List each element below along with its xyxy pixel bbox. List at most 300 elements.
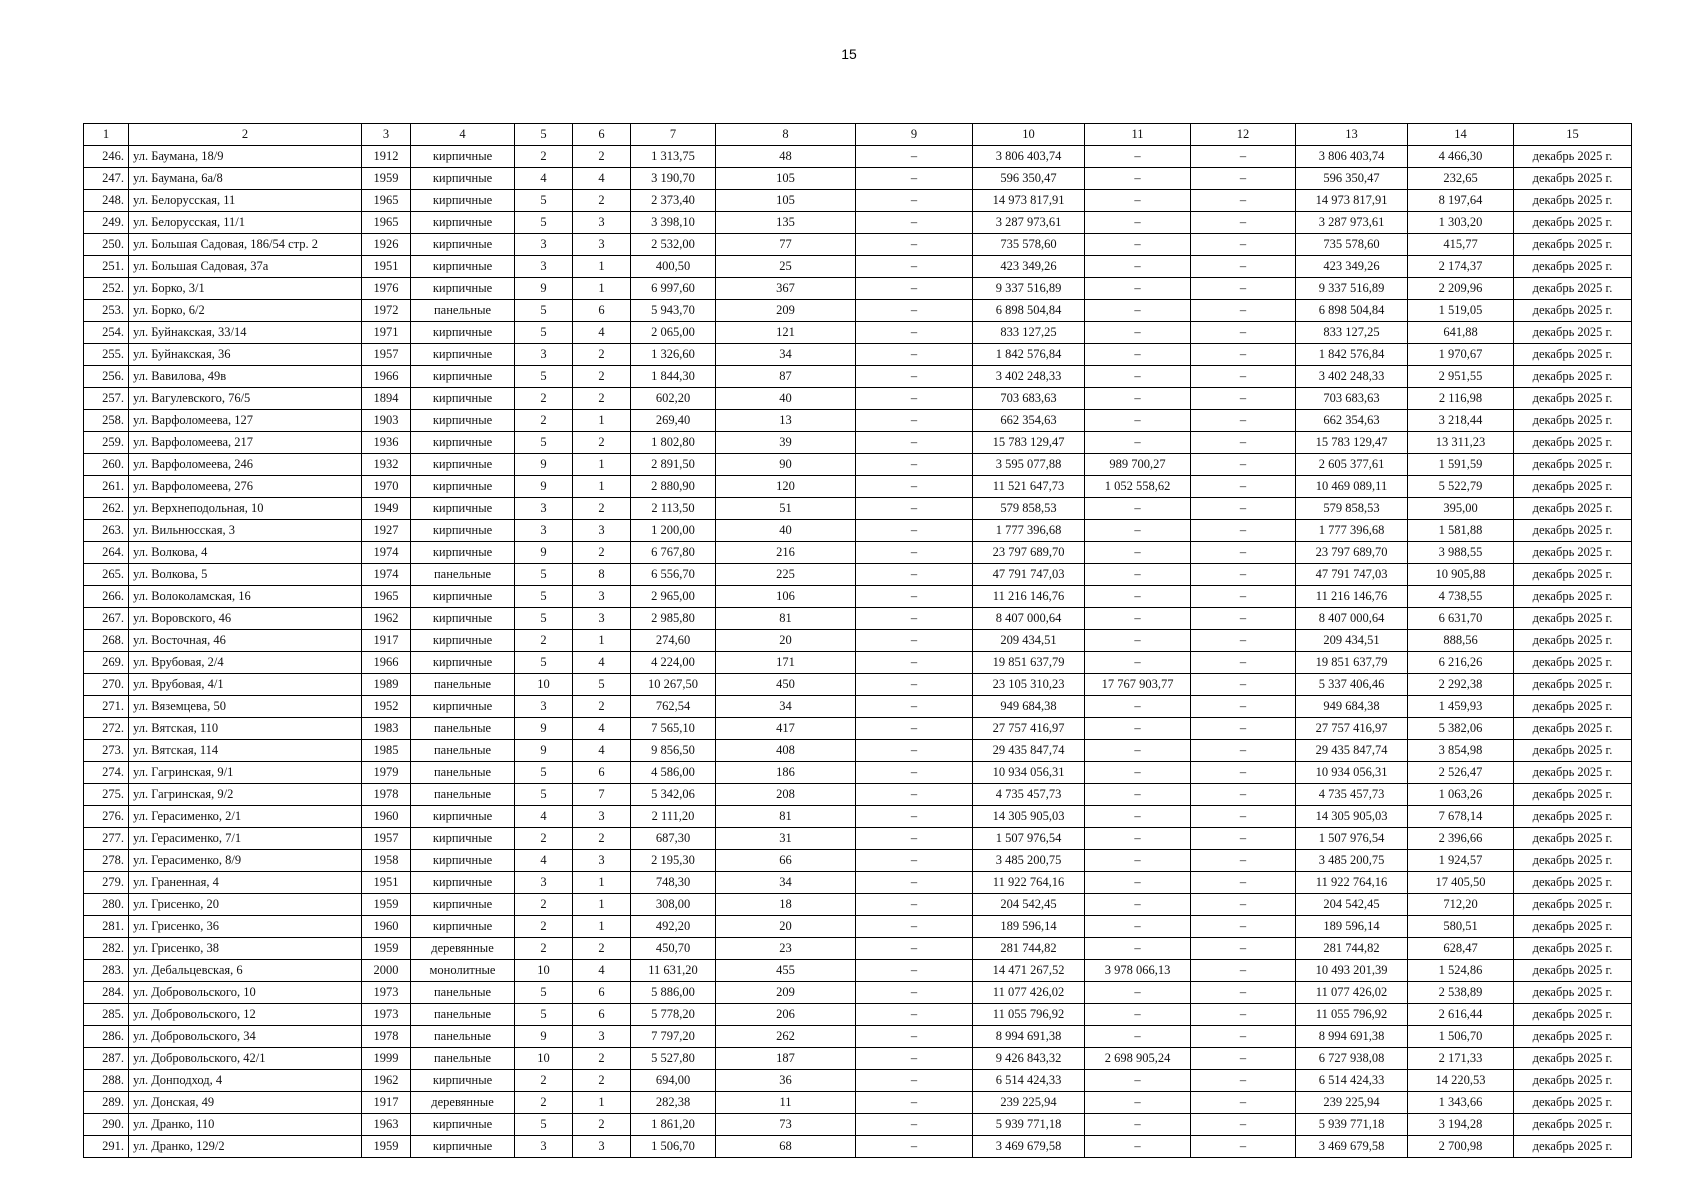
- cell-year-built: 1927: [362, 520, 411, 542]
- cell-address: ул. Гагринская, 9/2: [129, 784, 362, 806]
- cell-cost-13: 662 354,63: [1296, 410, 1408, 432]
- cell-cost-13: 3 485 200,75: [1296, 850, 1408, 872]
- cell-deadline: декабрь 2025 г.: [1514, 718, 1632, 740]
- cell-col11: –: [1085, 630, 1191, 652]
- cell-col9: –: [856, 256, 973, 278]
- cell-year-built: 1958: [362, 850, 411, 872]
- table-row: [84, 234, 1632, 256]
- cell-row-number: 258.: [84, 410, 129, 432]
- cell-residents: 23: [716, 938, 856, 960]
- cell-address: ул. Врубовая, 2/4: [129, 652, 362, 674]
- cell-address: ул. Вятская, 110: [129, 718, 362, 740]
- cell-col12: –: [1191, 806, 1296, 828]
- cell-year-built: 1974: [362, 542, 411, 564]
- cell-total-cost: 11 077 426,02: [973, 982, 1085, 1004]
- cell-total-cost: 15 783 129,47: [973, 432, 1085, 454]
- cell-total-area: 274,60: [631, 630, 716, 652]
- cell-col11: 17 767 903,77: [1085, 674, 1191, 696]
- cell-deadline: декабрь 2025 г.: [1514, 1048, 1632, 1070]
- cell-address: ул. Вяземцева, 50: [129, 696, 362, 718]
- table-row: [84, 872, 1632, 894]
- cell-total-cost: 833 127,25: [973, 322, 1085, 344]
- page-number: 15: [841, 46, 857, 62]
- cell-floors: 3: [515, 498, 573, 520]
- cell-row-number: 262.: [84, 498, 129, 520]
- cell-deadline: декабрь 2025 г.: [1514, 1026, 1632, 1048]
- cell-year-built: 1952: [362, 696, 411, 718]
- cell-col9: –: [856, 608, 973, 630]
- cell-wall-material: монолитные: [411, 960, 515, 982]
- cell-row-number: 246.: [84, 146, 129, 168]
- cell-cost-per-sqm: 1 063,26: [1408, 784, 1514, 806]
- cell-cost-13: 209 434,51: [1296, 630, 1408, 652]
- cell-total-cost: 703 683,63: [973, 388, 1085, 410]
- cell-deadline: декабрь 2025 г.: [1514, 872, 1632, 894]
- cell-cost-per-sqm: 641,88: [1408, 322, 1514, 344]
- table-row: [84, 1136, 1632, 1158]
- cell-cost-per-sqm: 3 194,28: [1408, 1114, 1514, 1136]
- cell-residents: 77: [716, 234, 856, 256]
- cell-col12: –: [1191, 784, 1296, 806]
- cell-col12: –: [1191, 740, 1296, 762]
- cell-cost-per-sqm: 2 526,47: [1408, 762, 1514, 784]
- cell-address: ул. Буйнакская, 36: [129, 344, 362, 366]
- cell-address: ул. Воровского, 46: [129, 608, 362, 630]
- cell-year-built: 1959: [362, 168, 411, 190]
- cell-wall-material: кирпичные: [411, 212, 515, 234]
- cell-cost-13: 6 898 504,84: [1296, 300, 1408, 322]
- cell-col11: –: [1085, 652, 1191, 674]
- cell-year-built: 1917: [362, 630, 411, 652]
- cell-year-built: 1960: [362, 806, 411, 828]
- cell-entrances: 3: [573, 234, 631, 256]
- cell-deadline: декабрь 2025 г.: [1514, 1004, 1632, 1026]
- cell-col9: –: [856, 476, 973, 498]
- cell-total-cost: 9 337 516,89: [973, 278, 1085, 300]
- cell-row-number: 265.: [84, 564, 129, 586]
- cell-entrances: 2: [573, 388, 631, 410]
- cell-cost-13: 703 683,63: [1296, 388, 1408, 410]
- cell-entrances: 4: [573, 168, 631, 190]
- cell-wall-material: кирпичные: [411, 410, 515, 432]
- cell-cost-per-sqm: 5 382,06: [1408, 718, 1514, 740]
- cell-col11: –: [1085, 608, 1191, 630]
- cell-cost-13: 23 797 689,70: [1296, 542, 1408, 564]
- cell-floors: 5: [515, 652, 573, 674]
- cell-floors: 2: [515, 146, 573, 168]
- cell-total-area: 400,50: [631, 256, 716, 278]
- cell-address: ул. Грисенко, 20: [129, 894, 362, 916]
- table-row: [84, 454, 1632, 476]
- cell-deadline: декабрь 2025 г.: [1514, 476, 1632, 498]
- cell-deadline: декабрь 2025 г.: [1514, 740, 1632, 762]
- cell-row-number: 272.: [84, 718, 129, 740]
- cell-residents: 39: [716, 432, 856, 454]
- cell-col11: –: [1085, 784, 1191, 806]
- cell-address: ул. Варфоломеева, 246: [129, 454, 362, 476]
- cell-deadline: декабрь 2025 г.: [1514, 432, 1632, 454]
- cell-row-number: 288.: [84, 1070, 129, 1092]
- cell-row-number: 278.: [84, 850, 129, 872]
- cell-col12: –: [1191, 828, 1296, 850]
- cell-year-built: 1965: [362, 190, 411, 212]
- cell-address: ул. Большая Садовая, 37а: [129, 256, 362, 278]
- cell-cost-per-sqm: 580,51: [1408, 916, 1514, 938]
- cell-entrances: 5: [573, 674, 631, 696]
- cell-address: ул. Буйнакская, 33/14: [129, 322, 362, 344]
- cell-cost-per-sqm: 628,47: [1408, 938, 1514, 960]
- cell-year-built: 1989: [362, 674, 411, 696]
- cell-residents: 225: [716, 564, 856, 586]
- cell-total-cost: 27 757 416,97: [973, 718, 1085, 740]
- cell-col11: –: [1085, 762, 1191, 784]
- cell-year-built: 2000: [362, 960, 411, 982]
- cell-address: ул. Верхнеподольная, 10: [129, 498, 362, 520]
- cell-floors: 9: [515, 542, 573, 564]
- cell-col9: –: [856, 366, 973, 388]
- cell-deadline: декабрь 2025 г.: [1514, 256, 1632, 278]
- cell-cost-13: 11 055 796,92: [1296, 1004, 1408, 1026]
- cell-year-built: 1976: [362, 278, 411, 300]
- cell-floors: 3: [515, 1136, 573, 1158]
- cell-address: ул. Донская, 49: [129, 1092, 362, 1114]
- cell-total-area: 4 586,00: [631, 762, 716, 784]
- cell-entrances: 2: [573, 1114, 631, 1136]
- column-header-8: 8: [716, 124, 856, 146]
- cell-floors: 10: [515, 1048, 573, 1070]
- cell-address: ул. Белорусская, 11/1: [129, 212, 362, 234]
- cell-total-area: 269,40: [631, 410, 716, 432]
- cell-total-area: 1 802,80: [631, 432, 716, 454]
- cell-wall-material: панельные: [411, 564, 515, 586]
- cell-col12: –: [1191, 1004, 1296, 1026]
- cell-floors: 2: [515, 388, 573, 410]
- cell-col11: –: [1085, 542, 1191, 564]
- cell-entrances: 3: [573, 1026, 631, 1048]
- cell-total-area: 748,30: [631, 872, 716, 894]
- table-row: [84, 784, 1632, 806]
- cell-cost-13: 2 605 377,61: [1296, 454, 1408, 476]
- cell-wall-material: кирпичные: [411, 322, 515, 344]
- cell-cost-per-sqm: 1 459,93: [1408, 696, 1514, 718]
- cell-col12: –: [1191, 872, 1296, 894]
- cell-year-built: 1999: [362, 1048, 411, 1070]
- cell-col11: –: [1085, 806, 1191, 828]
- cell-total-cost: 3 402 248,33: [973, 366, 1085, 388]
- cell-entrances: 1: [573, 410, 631, 432]
- cell-total-area: 694,00: [631, 1070, 716, 1092]
- column-header-15: 15: [1514, 124, 1632, 146]
- cell-total-cost: 6 898 504,84: [973, 300, 1085, 322]
- cell-residents: 81: [716, 806, 856, 828]
- cell-residents: 120: [716, 476, 856, 498]
- cell-col12: –: [1191, 190, 1296, 212]
- cell-residents: 81: [716, 608, 856, 630]
- cell-floors: 9: [515, 476, 573, 498]
- cell-address: ул. Варфоломеева, 127: [129, 410, 362, 432]
- cell-wall-material: кирпичные: [411, 146, 515, 168]
- cell-cost-per-sqm: 7 678,14: [1408, 806, 1514, 828]
- cell-year-built: 1959: [362, 938, 411, 960]
- cell-address: ул. Волкова, 5: [129, 564, 362, 586]
- cell-total-area: 5 778,20: [631, 1004, 716, 1026]
- cell-col12: –: [1191, 586, 1296, 608]
- column-header-7: 7: [631, 124, 716, 146]
- cell-address: ул. Добровольского, 42/1: [129, 1048, 362, 1070]
- cell-total-cost: 11 521 647,73: [973, 476, 1085, 498]
- cell-entrances: 7: [573, 784, 631, 806]
- cell-col11: –: [1085, 212, 1191, 234]
- cell-deadline: декабрь 2025 г.: [1514, 278, 1632, 300]
- cell-cost-per-sqm: 2 700,98: [1408, 1136, 1514, 1158]
- cell-col9: –: [856, 806, 973, 828]
- cell-col9: –: [856, 960, 973, 982]
- table-row: [84, 960, 1632, 982]
- table-row: [84, 410, 1632, 432]
- cell-wall-material: кирпичные: [411, 498, 515, 520]
- cell-col11: –: [1085, 564, 1191, 586]
- cell-wall-material: панельные: [411, 1026, 515, 1048]
- cell-cost-per-sqm: 13 311,23: [1408, 432, 1514, 454]
- cell-wall-material: кирпичные: [411, 168, 515, 190]
- cell-row-number: 289.: [84, 1092, 129, 1114]
- cell-total-area: 6 767,80: [631, 542, 716, 564]
- cell-floors: 4: [515, 806, 573, 828]
- cell-total-area: 5 943,70: [631, 300, 716, 322]
- cell-cost-13: 11 077 426,02: [1296, 982, 1408, 1004]
- column-header-2: 2: [129, 124, 362, 146]
- cell-cost-13: 3 287 973,61: [1296, 212, 1408, 234]
- cell-cost-13: 10 934 056,31: [1296, 762, 1408, 784]
- cell-residents: 48: [716, 146, 856, 168]
- cell-cost-13: 10 469 089,11: [1296, 476, 1408, 498]
- cell-address: ул. Варфоломеева, 217: [129, 432, 362, 454]
- cell-wall-material: панельные: [411, 1048, 515, 1070]
- cell-floors: 3: [515, 234, 573, 256]
- cell-total-area: 7 797,20: [631, 1026, 716, 1048]
- cell-year-built: 1970: [362, 476, 411, 498]
- cell-col11: –: [1085, 586, 1191, 608]
- cell-col12: –: [1191, 916, 1296, 938]
- cell-cost-13: 423 349,26: [1296, 256, 1408, 278]
- cell-cost-13: 239 225,94: [1296, 1092, 1408, 1114]
- column-header-4: 4: [411, 124, 515, 146]
- cell-cost-per-sqm: 3 218,44: [1408, 410, 1514, 432]
- cell-floors: 5: [515, 190, 573, 212]
- cell-floors: 5: [515, 982, 573, 1004]
- cell-total-cost: 11 055 796,92: [973, 1004, 1085, 1026]
- cell-entrances: 2: [573, 938, 631, 960]
- cell-col12: –: [1191, 498, 1296, 520]
- cell-col9: –: [856, 520, 973, 542]
- cell-col9: –: [856, 982, 973, 1004]
- table-row: [84, 1070, 1632, 1092]
- cell-deadline: декабрь 2025 г.: [1514, 960, 1632, 982]
- cell-wall-material: кирпичные: [411, 850, 515, 872]
- cell-address: ул. Герасименко, 2/1: [129, 806, 362, 828]
- cell-address: ул. Баумана, 6а/8: [129, 168, 362, 190]
- cell-total-area: 1 506,70: [631, 1136, 716, 1158]
- cell-total-area: 602,20: [631, 388, 716, 410]
- table-row: [84, 498, 1632, 520]
- cell-entrances: 1: [573, 630, 631, 652]
- cell-year-built: 1971: [362, 322, 411, 344]
- cell-deadline: декабрь 2025 г.: [1514, 1070, 1632, 1092]
- cell-entrances: 1: [573, 256, 631, 278]
- cell-row-number: 266.: [84, 586, 129, 608]
- cell-deadline: декабрь 2025 г.: [1514, 696, 1632, 718]
- cell-col11: –: [1085, 1070, 1191, 1092]
- cell-residents: 208: [716, 784, 856, 806]
- cell-deadline: декабрь 2025 г.: [1514, 586, 1632, 608]
- cell-year-built: 1951: [362, 872, 411, 894]
- cell-cost-13: 204 542,45: [1296, 894, 1408, 916]
- cell-wall-material: кирпичные: [411, 234, 515, 256]
- cell-residents: 36: [716, 1070, 856, 1092]
- table-row: [84, 828, 1632, 850]
- cell-total-cost: 9 426 843,32: [973, 1048, 1085, 1070]
- cell-total-cost: 239 225,94: [973, 1092, 1085, 1114]
- cell-total-area: 6 997,60: [631, 278, 716, 300]
- cell-row-number: 259.: [84, 432, 129, 454]
- table-row: [84, 212, 1632, 234]
- cell-col9: –: [856, 718, 973, 740]
- table-row: [84, 1048, 1632, 1070]
- cell-col12: –: [1191, 256, 1296, 278]
- cell-floors: 10: [515, 960, 573, 982]
- cell-col12: –: [1191, 1048, 1296, 1070]
- table-row: [84, 432, 1632, 454]
- cell-total-cost: 5 939 771,18: [973, 1114, 1085, 1136]
- cell-wall-material: кирпичные: [411, 608, 515, 630]
- cell-total-cost: 29 435 847,74: [973, 740, 1085, 762]
- table-row: [84, 564, 1632, 586]
- cell-col11: –: [1085, 168, 1191, 190]
- cell-col12: –: [1191, 212, 1296, 234]
- cell-wall-material: кирпичные: [411, 828, 515, 850]
- cell-col9: –: [856, 1136, 973, 1158]
- table-row: [84, 520, 1632, 542]
- cell-wall-material: кирпичные: [411, 388, 515, 410]
- cell-col11: –: [1085, 520, 1191, 542]
- cell-cost-13: 281 744,82: [1296, 938, 1408, 960]
- cell-row-number: 267.: [84, 608, 129, 630]
- cell-col12: –: [1191, 982, 1296, 1004]
- cell-col11: –: [1085, 388, 1191, 410]
- cell-row-number: 256.: [84, 366, 129, 388]
- cell-col9: –: [856, 872, 973, 894]
- cell-col9: –: [856, 454, 973, 476]
- cell-row-number: 270.: [84, 674, 129, 696]
- cell-year-built: 1957: [362, 344, 411, 366]
- cell-col11: –: [1085, 872, 1191, 894]
- cell-residents: 73: [716, 1114, 856, 1136]
- cell-residents: 34: [716, 344, 856, 366]
- table-row: [84, 300, 1632, 322]
- cell-cost-13: 47 791 747,03: [1296, 564, 1408, 586]
- cell-total-area: 5 342,06: [631, 784, 716, 806]
- cell-residents: 40: [716, 520, 856, 542]
- cell-col12: –: [1191, 608, 1296, 630]
- cell-entrances: 4: [573, 652, 631, 674]
- cell-col12: –: [1191, 762, 1296, 784]
- cell-year-built: 1959: [362, 1136, 411, 1158]
- cell-col11: 1 052 558,62: [1085, 476, 1191, 498]
- cell-col9: –: [856, 828, 973, 850]
- cell-entrances: 4: [573, 960, 631, 982]
- cell-cost-per-sqm: 2 396,66: [1408, 828, 1514, 850]
- cell-cost-13: 11 216 146,76: [1296, 586, 1408, 608]
- cell-total-area: 4 224,00: [631, 652, 716, 674]
- cell-deadline: декабрь 2025 г.: [1514, 564, 1632, 586]
- cell-col12: –: [1191, 366, 1296, 388]
- cell-col9: –: [856, 1026, 973, 1048]
- cell-year-built: 1974: [362, 564, 411, 586]
- cell-col11: –: [1085, 696, 1191, 718]
- cell-entrances: 3: [573, 586, 631, 608]
- cell-floors: 5: [515, 784, 573, 806]
- column-header-11: 11: [1085, 124, 1191, 146]
- cell-total-cost: 3 806 403,74: [973, 146, 1085, 168]
- cell-cost-per-sqm: 6 216,26: [1408, 652, 1514, 674]
- cell-deadline: декабрь 2025 г.: [1514, 234, 1632, 256]
- cell-col11: –: [1085, 982, 1191, 1004]
- cell-wall-material: деревянные: [411, 938, 515, 960]
- cell-entrances: 2: [573, 828, 631, 850]
- cell-year-built: 1917: [362, 1092, 411, 1114]
- cell-col9: –: [856, 630, 973, 652]
- cell-floors: 2: [515, 894, 573, 916]
- cell-deadline: декабрь 2025 г.: [1514, 168, 1632, 190]
- cell-cost-per-sqm: 2 171,33: [1408, 1048, 1514, 1070]
- cell-col11: –: [1085, 1114, 1191, 1136]
- cell-year-built: 1973: [362, 1004, 411, 1026]
- cell-total-area: 492,20: [631, 916, 716, 938]
- cell-total-cost: 23 105 310,23: [973, 674, 1085, 696]
- cell-cost-13: 15 783 129,47: [1296, 432, 1408, 454]
- cell-cost-13: 189 596,14: [1296, 916, 1408, 938]
- cell-wall-material: панельные: [411, 740, 515, 762]
- cell-address: ул. Дранко, 129/2: [129, 1136, 362, 1158]
- cell-floors: 5: [515, 212, 573, 234]
- cell-year-built: 1978: [362, 1026, 411, 1048]
- cell-cost-13: 11 922 764,16: [1296, 872, 1408, 894]
- housing-registry-table: [83, 123, 1632, 1158]
- table-row: [84, 806, 1632, 828]
- cell-col11: –: [1085, 850, 1191, 872]
- table-row: [84, 1004, 1632, 1026]
- cell-col9: –: [856, 894, 973, 916]
- cell-entrances: 2: [573, 432, 631, 454]
- cell-cost-13: 8 407 000,64: [1296, 608, 1408, 630]
- cell-row-number: 277.: [84, 828, 129, 850]
- cell-floors: 5: [515, 1114, 573, 1136]
- cell-cost-13: 596 350,47: [1296, 168, 1408, 190]
- cell-wall-material: кирпичные: [411, 696, 515, 718]
- cell-floors: 4: [515, 168, 573, 190]
- table-row: [84, 256, 1632, 278]
- cell-floors: 10: [515, 674, 573, 696]
- cell-col9: –: [856, 740, 973, 762]
- cell-wall-material: кирпичные: [411, 806, 515, 828]
- cell-cost-13: 3 402 248,33: [1296, 366, 1408, 388]
- cell-deadline: декабрь 2025 г.: [1514, 916, 1632, 938]
- cell-residents: 66: [716, 850, 856, 872]
- cell-total-cost: 14 471 267,52: [973, 960, 1085, 982]
- cell-row-number: 282.: [84, 938, 129, 960]
- cell-wall-material: кирпичные: [411, 256, 515, 278]
- cell-cost-13: 19 851 637,79: [1296, 652, 1408, 674]
